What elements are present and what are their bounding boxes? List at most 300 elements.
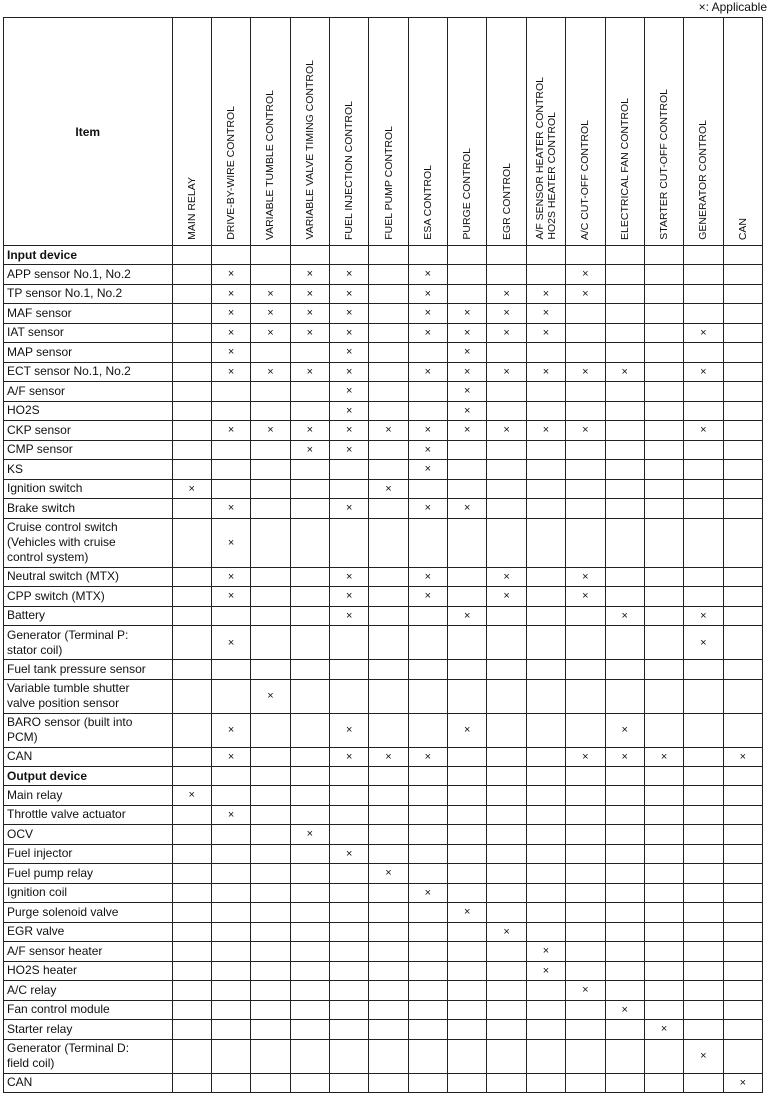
empty-cell bbox=[487, 343, 526, 363]
empty-cell bbox=[369, 825, 408, 845]
empty-cell bbox=[644, 626, 683, 660]
empty-cell bbox=[211, 844, 250, 864]
empty-cell bbox=[448, 460, 487, 480]
empty-cell bbox=[172, 460, 211, 480]
empty-cell bbox=[172, 961, 211, 981]
applicable-mark: × bbox=[448, 323, 487, 343]
empty-cell bbox=[251, 864, 290, 884]
empty-cell bbox=[329, 922, 368, 942]
empty-cell bbox=[487, 903, 526, 923]
empty-cell bbox=[487, 864, 526, 884]
applicable-mark: × bbox=[211, 362, 250, 382]
empty-cell bbox=[172, 587, 211, 607]
empty-cell bbox=[605, 499, 644, 519]
empty-cell bbox=[605, 961, 644, 981]
empty-cell bbox=[251, 883, 290, 903]
empty-cell bbox=[605, 981, 644, 1001]
applicable-mark: × bbox=[684, 626, 723, 660]
empty-cell bbox=[211, 961, 250, 981]
section-empty-cell bbox=[290, 246, 329, 265]
empty-cell bbox=[251, 1020, 290, 1040]
empty-cell bbox=[329, 479, 368, 499]
empty-cell bbox=[290, 382, 329, 402]
empty-cell bbox=[684, 1020, 723, 1040]
empty-cell bbox=[211, 440, 250, 460]
empty-cell bbox=[408, 660, 447, 680]
applicable-mark: × bbox=[329, 499, 368, 519]
applicable-mark: × bbox=[211, 304, 250, 324]
empty-cell bbox=[329, 981, 368, 1001]
empty-cell bbox=[211, 460, 250, 480]
empty-cell bbox=[526, 587, 565, 607]
applicable-mark: × bbox=[526, 421, 565, 441]
empty-cell bbox=[329, 805, 368, 825]
empty-cell bbox=[684, 304, 723, 324]
empty-cell bbox=[566, 323, 605, 343]
row-label: MAF sensor bbox=[4, 304, 173, 324]
empty-cell bbox=[290, 747, 329, 767]
applicable-mark: × bbox=[408, 362, 447, 382]
empty-cell bbox=[172, 1020, 211, 1040]
empty-cell bbox=[566, 304, 605, 324]
section-empty-cell bbox=[211, 246, 250, 265]
empty-cell bbox=[172, 265, 211, 285]
empty-cell bbox=[644, 587, 683, 607]
section-empty-cell bbox=[251, 246, 290, 265]
empty-cell bbox=[369, 1000, 408, 1020]
applicable-mark: × bbox=[566, 981, 605, 1001]
empty-cell bbox=[723, 323, 762, 343]
empty-cell bbox=[605, 1073, 644, 1093]
empty-cell bbox=[211, 382, 250, 402]
empty-cell bbox=[526, 606, 565, 626]
empty-cell bbox=[644, 1039, 683, 1073]
empty-cell bbox=[408, 401, 447, 421]
empty-cell bbox=[408, 1039, 447, 1073]
applicable-mark: × bbox=[290, 265, 329, 285]
row-label: BARO sensor (built into PCM) bbox=[4, 713, 173, 747]
empty-cell bbox=[526, 460, 565, 480]
empty-cell bbox=[408, 864, 447, 884]
applicable-mark: × bbox=[290, 304, 329, 324]
empty-cell bbox=[526, 981, 565, 1001]
empty-cell bbox=[211, 1000, 250, 1020]
applicable-mark: × bbox=[526, 942, 565, 962]
empty-cell bbox=[684, 440, 723, 460]
table-row bbox=[4, 864, 763, 884]
empty-cell bbox=[723, 304, 762, 324]
empty-cell bbox=[329, 825, 368, 845]
empty-cell bbox=[566, 805, 605, 825]
empty-cell bbox=[487, 747, 526, 767]
empty-cell bbox=[487, 1073, 526, 1093]
column-header-egr-control bbox=[487, 18, 526, 246]
applicable-mark: × bbox=[408, 304, 447, 324]
empty-cell bbox=[566, 499, 605, 519]
table-row bbox=[4, 421, 763, 441]
applicable-mark: × bbox=[211, 421, 250, 441]
table-row bbox=[4, 883, 763, 903]
empty-cell bbox=[369, 626, 408, 660]
empty-cell bbox=[172, 518, 211, 567]
empty-cell bbox=[526, 343, 565, 363]
column-header-label: DRIVE-BY-WIRE CONTROL bbox=[225, 106, 238, 240]
empty-cell bbox=[723, 382, 762, 402]
empty-cell bbox=[369, 981, 408, 1001]
row-label: CPP switch (MTX) bbox=[4, 587, 173, 607]
empty-cell bbox=[723, 1000, 762, 1020]
empty-cell bbox=[605, 660, 644, 680]
empty-cell bbox=[605, 922, 644, 942]
applicable-mark: × bbox=[526, 961, 565, 981]
section-title: Output device bbox=[4, 767, 173, 786]
applicable-mark: × bbox=[329, 362, 368, 382]
applicable-mark: × bbox=[684, 421, 723, 441]
empty-cell bbox=[487, 479, 526, 499]
empty-cell bbox=[448, 1073, 487, 1093]
empty-cell bbox=[172, 883, 211, 903]
empty-cell bbox=[684, 660, 723, 680]
empty-cell bbox=[723, 362, 762, 382]
empty-cell bbox=[369, 284, 408, 304]
applicable-mark: × bbox=[369, 421, 408, 441]
header-row bbox=[4, 18, 763, 246]
empty-cell bbox=[723, 421, 762, 441]
column-header-main-relay bbox=[172, 18, 211, 246]
row-label: OCV bbox=[4, 825, 173, 845]
section-empty-cell bbox=[448, 246, 487, 265]
applicable-mark: × bbox=[251, 421, 290, 441]
empty-cell bbox=[566, 961, 605, 981]
table-row bbox=[4, 606, 763, 626]
empty-cell bbox=[723, 942, 762, 962]
applicable-mark: × bbox=[251, 323, 290, 343]
empty-cell bbox=[723, 265, 762, 285]
empty-cell bbox=[644, 440, 683, 460]
row-label: CMP sensor bbox=[4, 440, 173, 460]
empty-cell bbox=[251, 961, 290, 981]
empty-cell bbox=[290, 864, 329, 884]
empty-cell bbox=[448, 284, 487, 304]
applicable-mark: × bbox=[329, 567, 368, 587]
applicable-mark: × bbox=[329, 265, 368, 285]
empty-cell bbox=[723, 606, 762, 626]
empty-cell bbox=[723, 713, 762, 747]
empty-cell bbox=[211, 922, 250, 942]
applicable-mark: × bbox=[329, 440, 368, 460]
empty-cell bbox=[329, 961, 368, 981]
empty-cell bbox=[723, 587, 762, 607]
empty-cell bbox=[723, 518, 762, 567]
empty-cell bbox=[251, 1073, 290, 1093]
empty-cell bbox=[566, 942, 605, 962]
empty-cell bbox=[644, 922, 683, 942]
column-header-label: FUEL PUMP CONTROL bbox=[382, 126, 395, 240]
empty-cell bbox=[723, 479, 762, 499]
section-empty-cell bbox=[369, 767, 408, 786]
applicable-mark: × bbox=[723, 747, 762, 767]
empty-cell bbox=[566, 401, 605, 421]
empty-cell bbox=[448, 805, 487, 825]
row-label: IAT sensor bbox=[4, 323, 173, 343]
applicable-mark: × bbox=[487, 922, 526, 942]
applicable-mark: × bbox=[448, 713, 487, 747]
empty-cell bbox=[211, 1020, 250, 1040]
empty-cell bbox=[526, 1039, 565, 1073]
applicable-mark: × bbox=[251, 679, 290, 713]
empty-cell bbox=[723, 460, 762, 480]
applicable-mark: × bbox=[566, 284, 605, 304]
applicable-mark: × bbox=[251, 304, 290, 324]
empty-cell bbox=[566, 606, 605, 626]
applicable-mark: × bbox=[251, 362, 290, 382]
empty-cell bbox=[526, 660, 565, 680]
applicable-mark: × bbox=[408, 284, 447, 304]
empty-cell bbox=[644, 421, 683, 441]
applicable-mark: × bbox=[526, 362, 565, 382]
empty-cell bbox=[684, 343, 723, 363]
empty-cell bbox=[448, 265, 487, 285]
table-row bbox=[4, 747, 763, 767]
applicable-mark: × bbox=[566, 567, 605, 587]
applicable-mark: × bbox=[329, 343, 368, 363]
applicable-mark: × bbox=[684, 1039, 723, 1073]
empty-cell bbox=[408, 713, 447, 747]
empty-cell bbox=[566, 825, 605, 845]
row-label: KS bbox=[4, 460, 173, 480]
empty-cell bbox=[369, 343, 408, 363]
row-label: TP sensor No.1, No.2 bbox=[4, 284, 173, 304]
applicable-mark: × bbox=[290, 440, 329, 460]
row-label: A/C relay bbox=[4, 981, 173, 1001]
column-header-label: ELECTRICAL FAN CONTROL bbox=[618, 98, 631, 240]
empty-cell bbox=[369, 844, 408, 864]
empty-cell bbox=[408, 479, 447, 499]
empty-cell bbox=[251, 1000, 290, 1020]
row-label: Fuel tank pressure sensor bbox=[4, 660, 173, 680]
empty-cell bbox=[369, 265, 408, 285]
empty-cell bbox=[526, 747, 565, 767]
column-header-label: FUEL INJECTION CONTROL bbox=[343, 100, 356, 240]
row-label: APP sensor No.1, No.2 bbox=[4, 265, 173, 285]
table-row bbox=[4, 922, 763, 942]
applicable-mark: × bbox=[448, 401, 487, 421]
table-row bbox=[4, 981, 763, 1001]
applicable-mark: × bbox=[290, 284, 329, 304]
column-header-label: VARIABLE TUMBLE CONTROL bbox=[264, 89, 277, 240]
empty-cell bbox=[644, 961, 683, 981]
column-header-label: PURGE CONTROL bbox=[461, 148, 474, 240]
row-label: Battery bbox=[4, 606, 173, 626]
empty-cell bbox=[526, 499, 565, 519]
table-row bbox=[4, 825, 763, 845]
empty-cell bbox=[566, 479, 605, 499]
empty-cell bbox=[605, 382, 644, 402]
empty-cell bbox=[684, 713, 723, 747]
applicable-mark: × bbox=[329, 606, 368, 626]
applicable-mark: × bbox=[408, 883, 447, 903]
empty-cell bbox=[605, 844, 644, 864]
empty-cell bbox=[526, 479, 565, 499]
empty-cell bbox=[448, 825, 487, 845]
applicable-mark: × bbox=[329, 401, 368, 421]
column-header-label: STARTER CUT-OFF CONTROL bbox=[658, 89, 671, 240]
empty-cell bbox=[251, 805, 290, 825]
section-empty-cell bbox=[723, 767, 762, 786]
empty-cell bbox=[526, 844, 565, 864]
empty-cell bbox=[251, 922, 290, 942]
applicable-mark: × bbox=[172, 479, 211, 499]
column-header-label: ESA CONTROL bbox=[421, 165, 434, 240]
empty-cell bbox=[172, 713, 211, 747]
empty-cell bbox=[526, 864, 565, 884]
empty-cell bbox=[329, 883, 368, 903]
empty-cell bbox=[369, 304, 408, 324]
section-empty-cell bbox=[487, 246, 526, 265]
empty-cell bbox=[172, 284, 211, 304]
applicable-mark: × bbox=[369, 479, 408, 499]
empty-cell bbox=[408, 679, 447, 713]
empty-cell bbox=[566, 1020, 605, 1040]
empty-cell bbox=[369, 883, 408, 903]
empty-cell bbox=[448, 981, 487, 1001]
empty-cell bbox=[487, 713, 526, 747]
empty-cell bbox=[566, 626, 605, 660]
empty-cell bbox=[487, 660, 526, 680]
applicable-mark: × bbox=[644, 747, 683, 767]
applicable-mark: × bbox=[566, 587, 605, 607]
empty-cell bbox=[329, 903, 368, 923]
row-label: Generator (Terminal P: stator coil) bbox=[4, 626, 173, 660]
column-header-fuel-pump-control bbox=[369, 18, 408, 246]
empty-cell bbox=[290, 942, 329, 962]
empty-cell bbox=[448, 786, 487, 806]
empty-cell bbox=[526, 679, 565, 713]
empty-cell bbox=[369, 660, 408, 680]
empty-cell bbox=[684, 786, 723, 806]
section-empty-cell bbox=[448, 767, 487, 786]
empty-cell bbox=[369, 382, 408, 402]
empty-cell bbox=[172, 401, 211, 421]
empty-cell bbox=[605, 518, 644, 567]
table-row bbox=[4, 460, 763, 480]
empty-cell bbox=[251, 626, 290, 660]
empty-cell bbox=[566, 382, 605, 402]
empty-cell bbox=[211, 942, 250, 962]
empty-cell bbox=[644, 825, 683, 845]
applicable-mark: × bbox=[566, 421, 605, 441]
column-header-a-f-sensor-heater-control-ho2s-heater-control bbox=[526, 18, 565, 246]
empty-cell bbox=[172, 660, 211, 680]
empty-cell bbox=[369, 786, 408, 806]
section-empty-cell bbox=[487, 767, 526, 786]
empty-cell bbox=[644, 844, 683, 864]
section-empty-cell bbox=[684, 246, 723, 265]
row-label: Fuel injector bbox=[4, 844, 173, 864]
empty-cell bbox=[369, 922, 408, 942]
empty-cell bbox=[290, 922, 329, 942]
table-row bbox=[4, 362, 763, 382]
empty-cell bbox=[251, 401, 290, 421]
applicable-mark: × bbox=[487, 567, 526, 587]
applicable-mark: × bbox=[211, 747, 250, 767]
empty-cell bbox=[487, 626, 526, 660]
row-label: Fuel pump relay bbox=[4, 864, 173, 884]
column-header-label: A/C CUT-OFF CONTROL bbox=[579, 119, 592, 240]
empty-cell bbox=[408, 1020, 447, 1040]
empty-cell bbox=[723, 499, 762, 519]
empty-cell bbox=[290, 1000, 329, 1020]
empty-cell bbox=[329, 518, 368, 567]
empty-cell bbox=[329, 1000, 368, 1020]
empty-cell bbox=[408, 844, 447, 864]
section-empty-cell bbox=[172, 767, 211, 786]
empty-cell bbox=[487, 961, 526, 981]
empty-cell bbox=[448, 864, 487, 884]
empty-cell bbox=[526, 1073, 565, 1093]
row-label: Neutral switch (MTX) bbox=[4, 567, 173, 587]
empty-cell bbox=[448, 518, 487, 567]
empty-cell bbox=[290, 713, 329, 747]
empty-cell bbox=[211, 825, 250, 845]
empty-cell bbox=[448, 679, 487, 713]
empty-cell bbox=[251, 479, 290, 499]
empty-cell bbox=[487, 825, 526, 845]
empty-cell bbox=[172, 421, 211, 441]
section-empty-cell bbox=[369, 246, 408, 265]
column-header-starter-cut-off-control bbox=[644, 18, 683, 246]
empty-cell bbox=[448, 626, 487, 660]
empty-cell bbox=[369, 713, 408, 747]
table-row bbox=[4, 786, 763, 806]
empty-cell bbox=[684, 981, 723, 1001]
applicable-mark: × bbox=[172, 786, 211, 806]
empty-cell bbox=[251, 713, 290, 747]
row-label: Throttle valve actuator bbox=[4, 805, 173, 825]
applicable-mark: × bbox=[408, 421, 447, 441]
empty-cell bbox=[448, 587, 487, 607]
empty-cell bbox=[251, 606, 290, 626]
applicable-mark: × bbox=[211, 805, 250, 825]
empty-cell bbox=[172, 1039, 211, 1073]
empty-cell bbox=[172, 981, 211, 1001]
empty-cell bbox=[290, 786, 329, 806]
empty-cell bbox=[448, 1020, 487, 1040]
empty-cell bbox=[487, 1000, 526, 1020]
empty-cell bbox=[369, 942, 408, 962]
empty-cell bbox=[644, 343, 683, 363]
empty-cell bbox=[211, 981, 250, 1001]
empty-cell bbox=[684, 942, 723, 962]
empty-cell bbox=[644, 942, 683, 962]
empty-cell bbox=[487, 942, 526, 962]
row-label: HO2S bbox=[4, 401, 173, 421]
applicable-mark: × bbox=[211, 284, 250, 304]
empty-cell bbox=[251, 518, 290, 567]
section-empty-cell bbox=[329, 246, 368, 265]
empty-cell bbox=[723, 440, 762, 460]
empty-cell bbox=[172, 1000, 211, 1020]
empty-cell bbox=[723, 805, 762, 825]
empty-cell bbox=[408, 942, 447, 962]
empty-cell bbox=[487, 844, 526, 864]
empty-cell bbox=[605, 864, 644, 884]
empty-cell bbox=[684, 883, 723, 903]
table-row bbox=[4, 284, 763, 304]
section-empty-cell bbox=[290, 767, 329, 786]
empty-cell bbox=[172, 606, 211, 626]
empty-cell bbox=[526, 903, 565, 923]
